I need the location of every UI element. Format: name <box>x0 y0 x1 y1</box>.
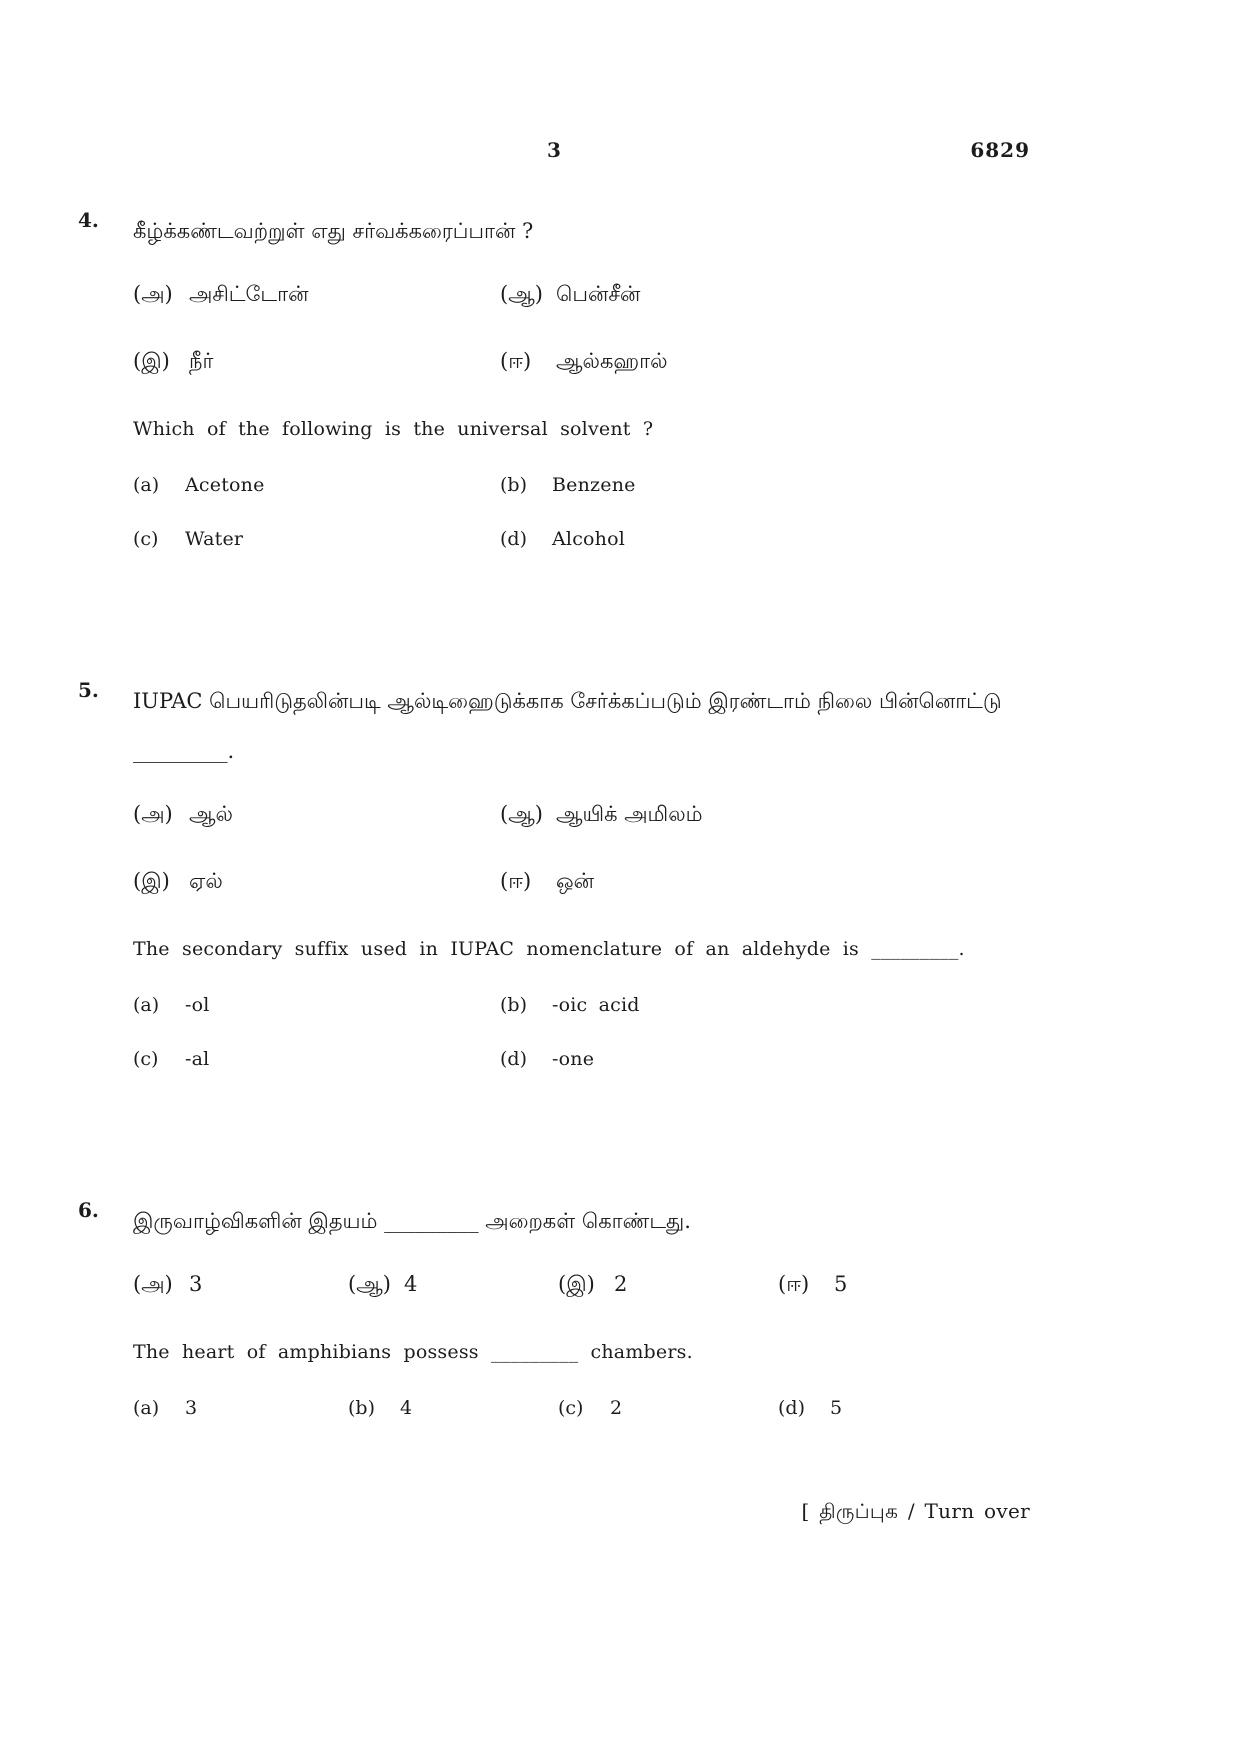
turn-over-note: [ திருப்புக / Turn over <box>801 1499 1030 1523</box>
question-body <box>133 206 1030 584</box>
option-label: (அ) <box>133 282 173 306</box>
option-text: Water <box>185 528 244 550</box>
question-body <box>133 676 1030 1104</box>
option-d <box>500 528 1030 550</box>
option-d <box>500 1048 1030 1070</box>
option-text: ஆல் <box>189 802 233 826</box>
question-number: 6. <box>78 1198 99 1222</box>
question-4 <box>78 206 1030 584</box>
option-b <box>500 994 1030 1016</box>
option-tamil-a <box>133 802 500 829</box>
options-english <box>133 994 1030 1070</box>
option-label: (c) <box>133 1048 159 1070</box>
option-label: (b) <box>500 994 527 1016</box>
option-text: ஏல் <box>189 869 223 893</box>
option-text: ஆயிக் அமிலம் <box>556 802 703 826</box>
option-tamil-a <box>133 1272 348 1299</box>
option-text: 3 <box>189 1272 203 1296</box>
option-label: (a) <box>133 994 160 1016</box>
question-body <box>133 1196 1030 1453</box>
option-label: (b) <box>348 1397 375 1419</box>
option-text: ஒன் <box>556 869 594 893</box>
page-footer <box>78 1499 1030 1526</box>
option-text: ஆல்கஹால் <box>556 349 668 373</box>
option-text: அசிட்டோன் <box>189 282 309 306</box>
option-label: (ஆ) <box>500 802 543 826</box>
question-5 <box>78 676 1030 1104</box>
option-label: (இ) <box>133 349 170 373</box>
option-tamil-c <box>558 1272 778 1299</box>
option-tamil-a <box>133 282 500 309</box>
option-label: (ஆ) <box>500 282 543 306</box>
option-text: 4 <box>404 1272 418 1296</box>
option-d <box>778 1397 1030 1419</box>
option-text: 4 <box>400 1397 413 1419</box>
options-tamil <box>133 1272 1030 1299</box>
option-tamil-b <box>500 802 1030 829</box>
option-label: (ஆ) <box>348 1272 391 1296</box>
option-label: (ஈ) <box>500 869 532 893</box>
option-label: (இ) <box>133 869 170 893</box>
option-label: (a) <box>133 1397 160 1419</box>
question-6 <box>78 1196 1030 1453</box>
question-number: 4. <box>78 208 99 232</box>
option-c <box>133 1048 500 1070</box>
option-c <box>133 528 500 550</box>
option-b <box>500 474 1030 496</box>
paper-code: 6829 <box>970 138 1030 162</box>
option-label: (c) <box>133 528 159 550</box>
question-text-english: Which of the following is the universal solvent ? <box>133 418 654 440</box>
question-number: 5. <box>78 678 99 702</box>
question-text-english: The heart of amphibians possess _________ chambers. <box>133 1341 693 1363</box>
option-label: (அ) <box>133 802 173 826</box>
page-number: 3 <box>547 138 561 162</box>
option-label: (b) <box>500 474 527 496</box>
option-tamil-b <box>348 1272 558 1299</box>
option-text: -ol <box>185 994 210 1016</box>
option-tamil-d <box>500 869 1030 896</box>
option-c <box>558 1397 778 1419</box>
page-header <box>78 138 1030 164</box>
question-text-english: The secondary suffix used in IUPAC nomenclature of an aldehyde is _________. <box>133 938 965 960</box>
options-english <box>133 474 1030 550</box>
option-text: -one <box>552 1048 595 1070</box>
option-label: (இ) <box>558 1272 595 1296</box>
option-tamil-c <box>133 349 500 376</box>
option-text: 3 <box>185 1397 198 1419</box>
option-text: 2 <box>614 1272 628 1296</box>
option-text: பென்சீன் <box>556 282 641 306</box>
option-text: Acetone <box>185 474 265 496</box>
options-english <box>133 1397 1030 1419</box>
option-text: 2 <box>610 1397 623 1419</box>
option-label: (ஈ) <box>778 1272 810 1296</box>
question-text-tamil: IUPAC பெயரிடுதலின்படி ஆல்டிஹைடுக்காக சேர்க்கப்படும் இரண்டாம் நிலை பின்னொட்டு _________. <box>133 689 1002 763</box>
question-text-tamil: இருவாழ்விகளின் இதயம் _________ அறைகள் கொண்டது. <box>133 1209 691 1233</box>
option-tamil-d <box>778 1272 1030 1299</box>
option-a <box>133 1397 348 1419</box>
option-tamil-b <box>500 282 1030 309</box>
option-a <box>133 994 500 1016</box>
option-text: Benzene <box>552 474 636 496</box>
option-b <box>348 1397 558 1419</box>
question-text-tamil: கீழ்க்கண்டவற்றுள் எது சர்வக்கரைப்பான் ? <box>133 219 534 243</box>
options-tamil <box>133 282 1030 376</box>
option-text: -al <box>185 1048 210 1070</box>
option-label: (ஈ) <box>500 349 532 373</box>
option-label: (d) <box>500 528 527 550</box>
option-tamil-c <box>133 869 500 896</box>
option-text: 5 <box>834 1272 848 1296</box>
option-tamil-d <box>500 349 1030 376</box>
option-text: Alcohol <box>552 528 626 550</box>
option-text: 5 <box>830 1397 843 1419</box>
option-a <box>133 474 500 496</box>
option-label: (d) <box>500 1048 527 1070</box>
options-tamil <box>133 802 1030 896</box>
option-text: -oic acid <box>552 994 640 1016</box>
option-label: (a) <box>133 474 160 496</box>
option-text: நீர் <box>189 349 214 373</box>
option-label: (c) <box>558 1397 584 1419</box>
option-label: (d) <box>778 1397 805 1419</box>
option-label: (அ) <box>133 1272 173 1296</box>
